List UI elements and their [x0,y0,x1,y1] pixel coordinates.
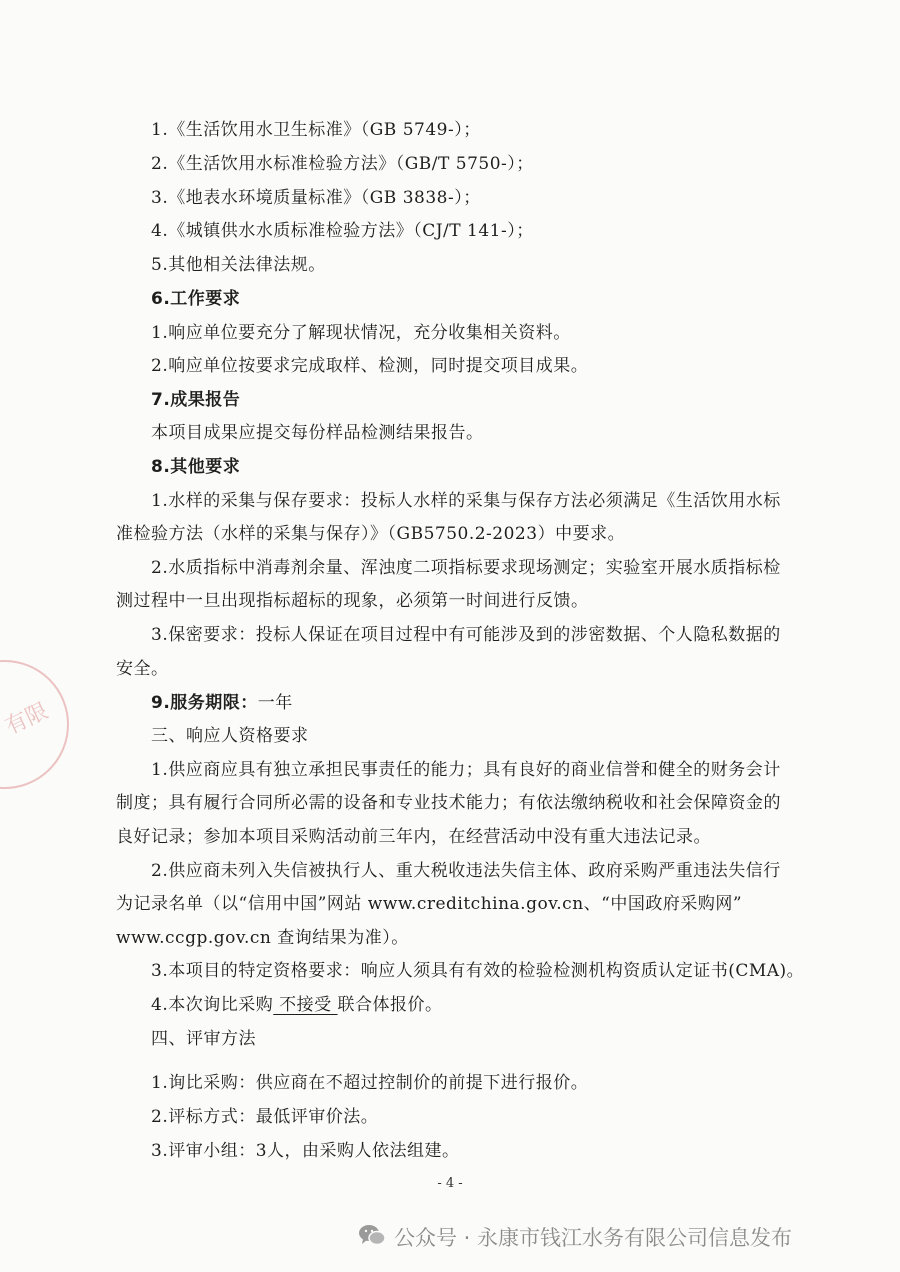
service-period-value: 一年 [257,693,293,713]
standard-item-4: 4.《城镇供水水质标准检验方法》（CJ/T 141-）； [151,221,534,241]
paragraph-line: 测过程中一旦出现指标超标的现象，必须第一时间进行反馈。 [116,591,589,611]
section-heading-evaluation: 四、评审方法 [151,1029,256,1049]
red-seal-stamp [0,660,69,789]
paragraph-line: 1.询比采购：供应商在不超过控制价的前提下进行报价。 [151,1073,589,1093]
paragraph-line: 3.本项目的特定资格要求：响应人须具有有效的检验检测机构资质认定证书(CMA)。 [151,961,805,981]
consortium-underlined-value: 不接受 [273,995,338,1015]
consortium-line [151,994,443,1016]
consortium-prefix: 4.本次询比采购 [151,995,274,1015]
paragraph-line: 1.供应商应具有独立承担民事责任的能力；具有良好的商业信誉和健全的财务会计 [151,760,781,780]
paragraph-line: 2.响应单位按要求完成取样、检测，同时提交项目成果。 [151,356,589,376]
paragraph-line: 良好记录；参加本项目采购活动前三年内，在经营活动中没有重大违法记录。 [116,827,711,847]
consortium-suffix: 联合体报价。 [337,995,443,1015]
wechat-icon [358,1223,386,1252]
paragraph-line: 本项目成果应提交每份样品检测结果报告。 [151,423,484,443]
paragraph-line: 为记录名单（以“信用中国”网站 www.creditchina.gov.cn、“中国政府采购网” [116,894,743,914]
paragraph-line: 2.供应商未列入失信被执行人、重大税收违法失信主体、政府采购严重违法失信行 [151,861,781,881]
paragraph-line: 制度；具有履行合同所必需的设备和专业技术能力；有依法缴纳税收和社会保障资金的 [116,793,781,813]
paragraph-line: 3.评审小组：3人，由采购人依法组建。 [151,1141,460,1161]
standard-item-5: 5.其他相关法律法规。 [151,255,326,275]
paragraph-line: 安全。 [116,659,169,679]
paragraph-line: 准检验方法（水样的采集与保存）》（GB5750.2-2023）中要求。 [116,524,626,544]
service-period-line [151,692,293,714]
section-heading-results-report: 7.成果报告 [151,390,241,410]
paragraph-line: 2.评标方式：最低评审价法。 [151,1107,379,1127]
paragraph-line: 2.水质指标中消毒剂余量、浑浊度二项指标要求现场测定；实验室开展水质指标检 [151,558,781,578]
paragraph-line: 3.保密要求：投标人保证在项目过程中有可能涉及到的涉密数据、个人隐私数据的 [151,625,781,645]
service-period-label: 9.服务期限： [151,693,258,713]
section-heading-other-requirements: 8.其他要求 [151,457,241,477]
section-heading-work-requirements: 6.工作要求 [151,289,241,309]
standard-item-3: 3.《地表水环境质量标准》（GB 3838-）； [151,188,481,208]
stamp-text: 有限 [1,698,53,740]
paragraph-line: www.ccgp.gov.cn 查询结果为准）。 [116,928,409,948]
paragraph-line: 1.响应单位要充分了解现状情况，充分收集相关资料。 [151,323,571,343]
standard-item-1: 1.《生活饮用水卫生标准》（GB 5749-）； [151,120,481,140]
section-heading-qualifications: 三、响应人资格要求 [151,726,309,746]
standard-item-2: 2.《生活饮用水标准检验方法》（GB/T 5750-）； [151,154,534,174]
wechat-watermark [358,1219,792,1255]
watermark-text: 公众号 · 永康市钱江水务有限公司信息发布 [394,1226,793,1250]
paragraph-line: 1.水样的采集与保存要求：投标人水样的采集与保存方法必须满足《生活饮用水标 [151,491,781,511]
page-number: - 4 - [437,1176,463,1191]
